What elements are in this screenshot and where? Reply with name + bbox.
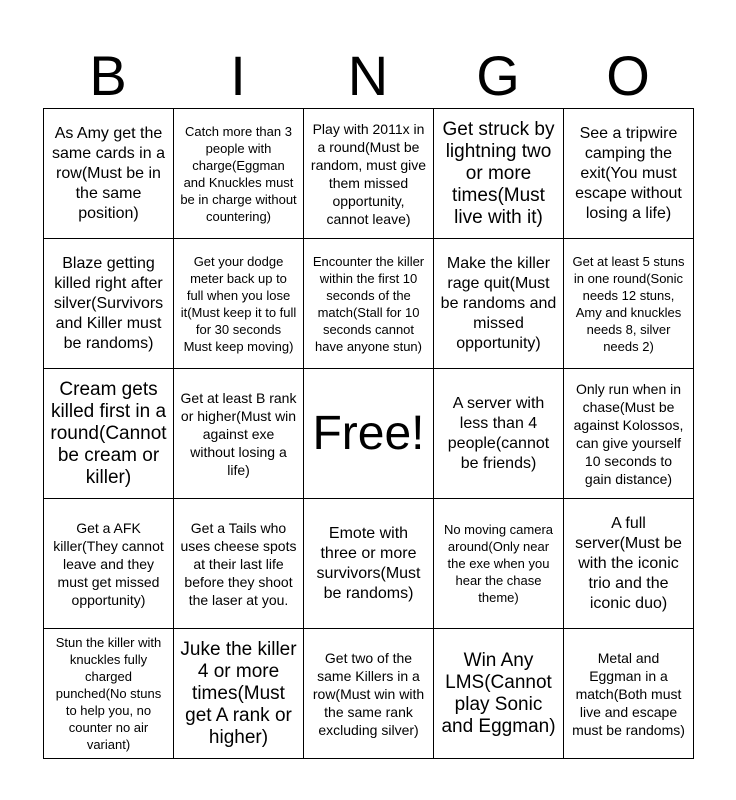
bingo-cell[interactable]	[304, 629, 434, 759]
cell-text: Get two of the same Killers in a row(Must win with the same rank excluding silver)	[312, 649, 425, 738]
bingo-cell[interactable]	[434, 499, 564, 629]
cell-text: Only run when in chase(Must be against Kolossos, can give yourself 10 seconds to gain distance)	[573, 380, 684, 487]
cell-text: A full server(Must be with the iconic trio and the iconic duo)	[575, 514, 682, 612]
bingo-cell[interactable]	[44, 239, 174, 369]
free-space[interactable]	[304, 369, 434, 499]
bingo-cell[interactable]	[434, 369, 564, 499]
cell-text: Cream gets killed first in a round(Cannot be cream or killer)	[50, 378, 167, 488]
bingo-cell[interactable]	[564, 629, 694, 759]
cell-text: Metal and Eggman in a match(Both must live and escape must be randoms)	[572, 649, 685, 738]
bingo-cell[interactable]	[564, 369, 694, 499]
bingo-cell[interactable]	[44, 369, 174, 499]
cell-text: Get a Tails who uses cheese spots at their last life before they shoot the laser at you.	[180, 519, 297, 608]
bingo-cell[interactable]	[434, 239, 564, 369]
cell-text: Emote with three or more survivors(Must be randoms)	[316, 524, 421, 602]
bingo-cell[interactable]	[174, 499, 304, 629]
cell-text: Blaze getting killed right after silver(Survivors and Killer must be randoms)	[53, 254, 164, 352]
header-letter-o: O	[606, 44, 650, 107]
bingo-cell[interactable]	[174, 629, 304, 759]
bingo-cell[interactable]	[564, 109, 694, 239]
header-letter-n: N	[347, 44, 389, 107]
cell-text: Catch more than 3 people with charge(Eggman and Knuckles must be in charge without countering)	[180, 123, 297, 224]
cell-text: Get struck by lightning two or more times(Must live with it)	[442, 118, 555, 228]
cell-text: Get your dodge meter back up to full when you lose it(Must keep it to full for 30 seconds Must keep moving)	[180, 253, 297, 354]
cell-text: Stun the killer with knuckles fully charged punched(No stuns to help you, no counter no air variant)	[55, 635, 162, 752]
cell-text: As Amy get the same cards in a row(Must be in the same position)	[52, 124, 165, 222]
bingo-cell[interactable]	[304, 239, 434, 369]
cell-text: Get a AFK killer(They cannot leave and they must get missed opportunity)	[53, 519, 164, 608]
cell-text: Play with 2011x in a round(Must be random, must give them missed opportunity, cannot leave)	[310, 120, 427, 227]
cell-text: A server with less than 4 people(cannot be friends)	[447, 394, 550, 472]
cell-text: Make the killer rage quit(Must be randoms and missed opportunity)	[440, 254, 557, 352]
bingo-cell[interactable]	[174, 369, 304, 499]
bingo-cell[interactable]	[44, 499, 174, 629]
header-letter-i: I	[230, 44, 246, 107]
bingo-cell[interactable]	[304, 499, 434, 629]
header-letter-g: G	[476, 44, 520, 107]
cell-text: No moving camera around(Only near the exe when you hear the chase theme)	[443, 522, 554, 605]
cell-text: Get at least 5 stuns in one round(Sonic needs 12 stuns, Amy and knuckles needs 8, silver needs 2)	[572, 253, 685, 354]
bingo-header	[43, 44, 693, 108]
bingo-cell[interactable]	[44, 629, 174, 759]
header-letter-b: B	[89, 44, 127, 107]
bingo-cell[interactable]	[174, 109, 304, 239]
bingo-cell[interactable]	[434, 629, 564, 759]
bingo-cell[interactable]	[564, 499, 694, 629]
cell-text: Win Any LMS(Cannot play Sonic and Eggman)	[441, 649, 556, 737]
bingo-grid	[43, 108, 694, 759]
cell-text: Free!	[312, 406, 425, 460]
bingo-cell[interactable]	[174, 239, 304, 369]
cell-text: Get at least B rank or higher(Must win against exe without losing a life)	[180, 389, 297, 478]
bingo-cell[interactable]	[564, 239, 694, 369]
bingo-cell[interactable]	[434, 109, 564, 239]
cell-text: Encounter the killer within the first 10 seconds of the match(Stall for 10 seconds cannot have anyone stun)	[312, 253, 425, 354]
cell-text: See a tripwire camping the exit(You must escape without losing a life)	[575, 124, 682, 222]
bingo-cell[interactable]	[304, 109, 434, 239]
bingo-cell[interactable]	[44, 109, 174, 239]
cell-text: Juke the killer 4 or more times(Must get A rank or higher)	[180, 638, 297, 748]
